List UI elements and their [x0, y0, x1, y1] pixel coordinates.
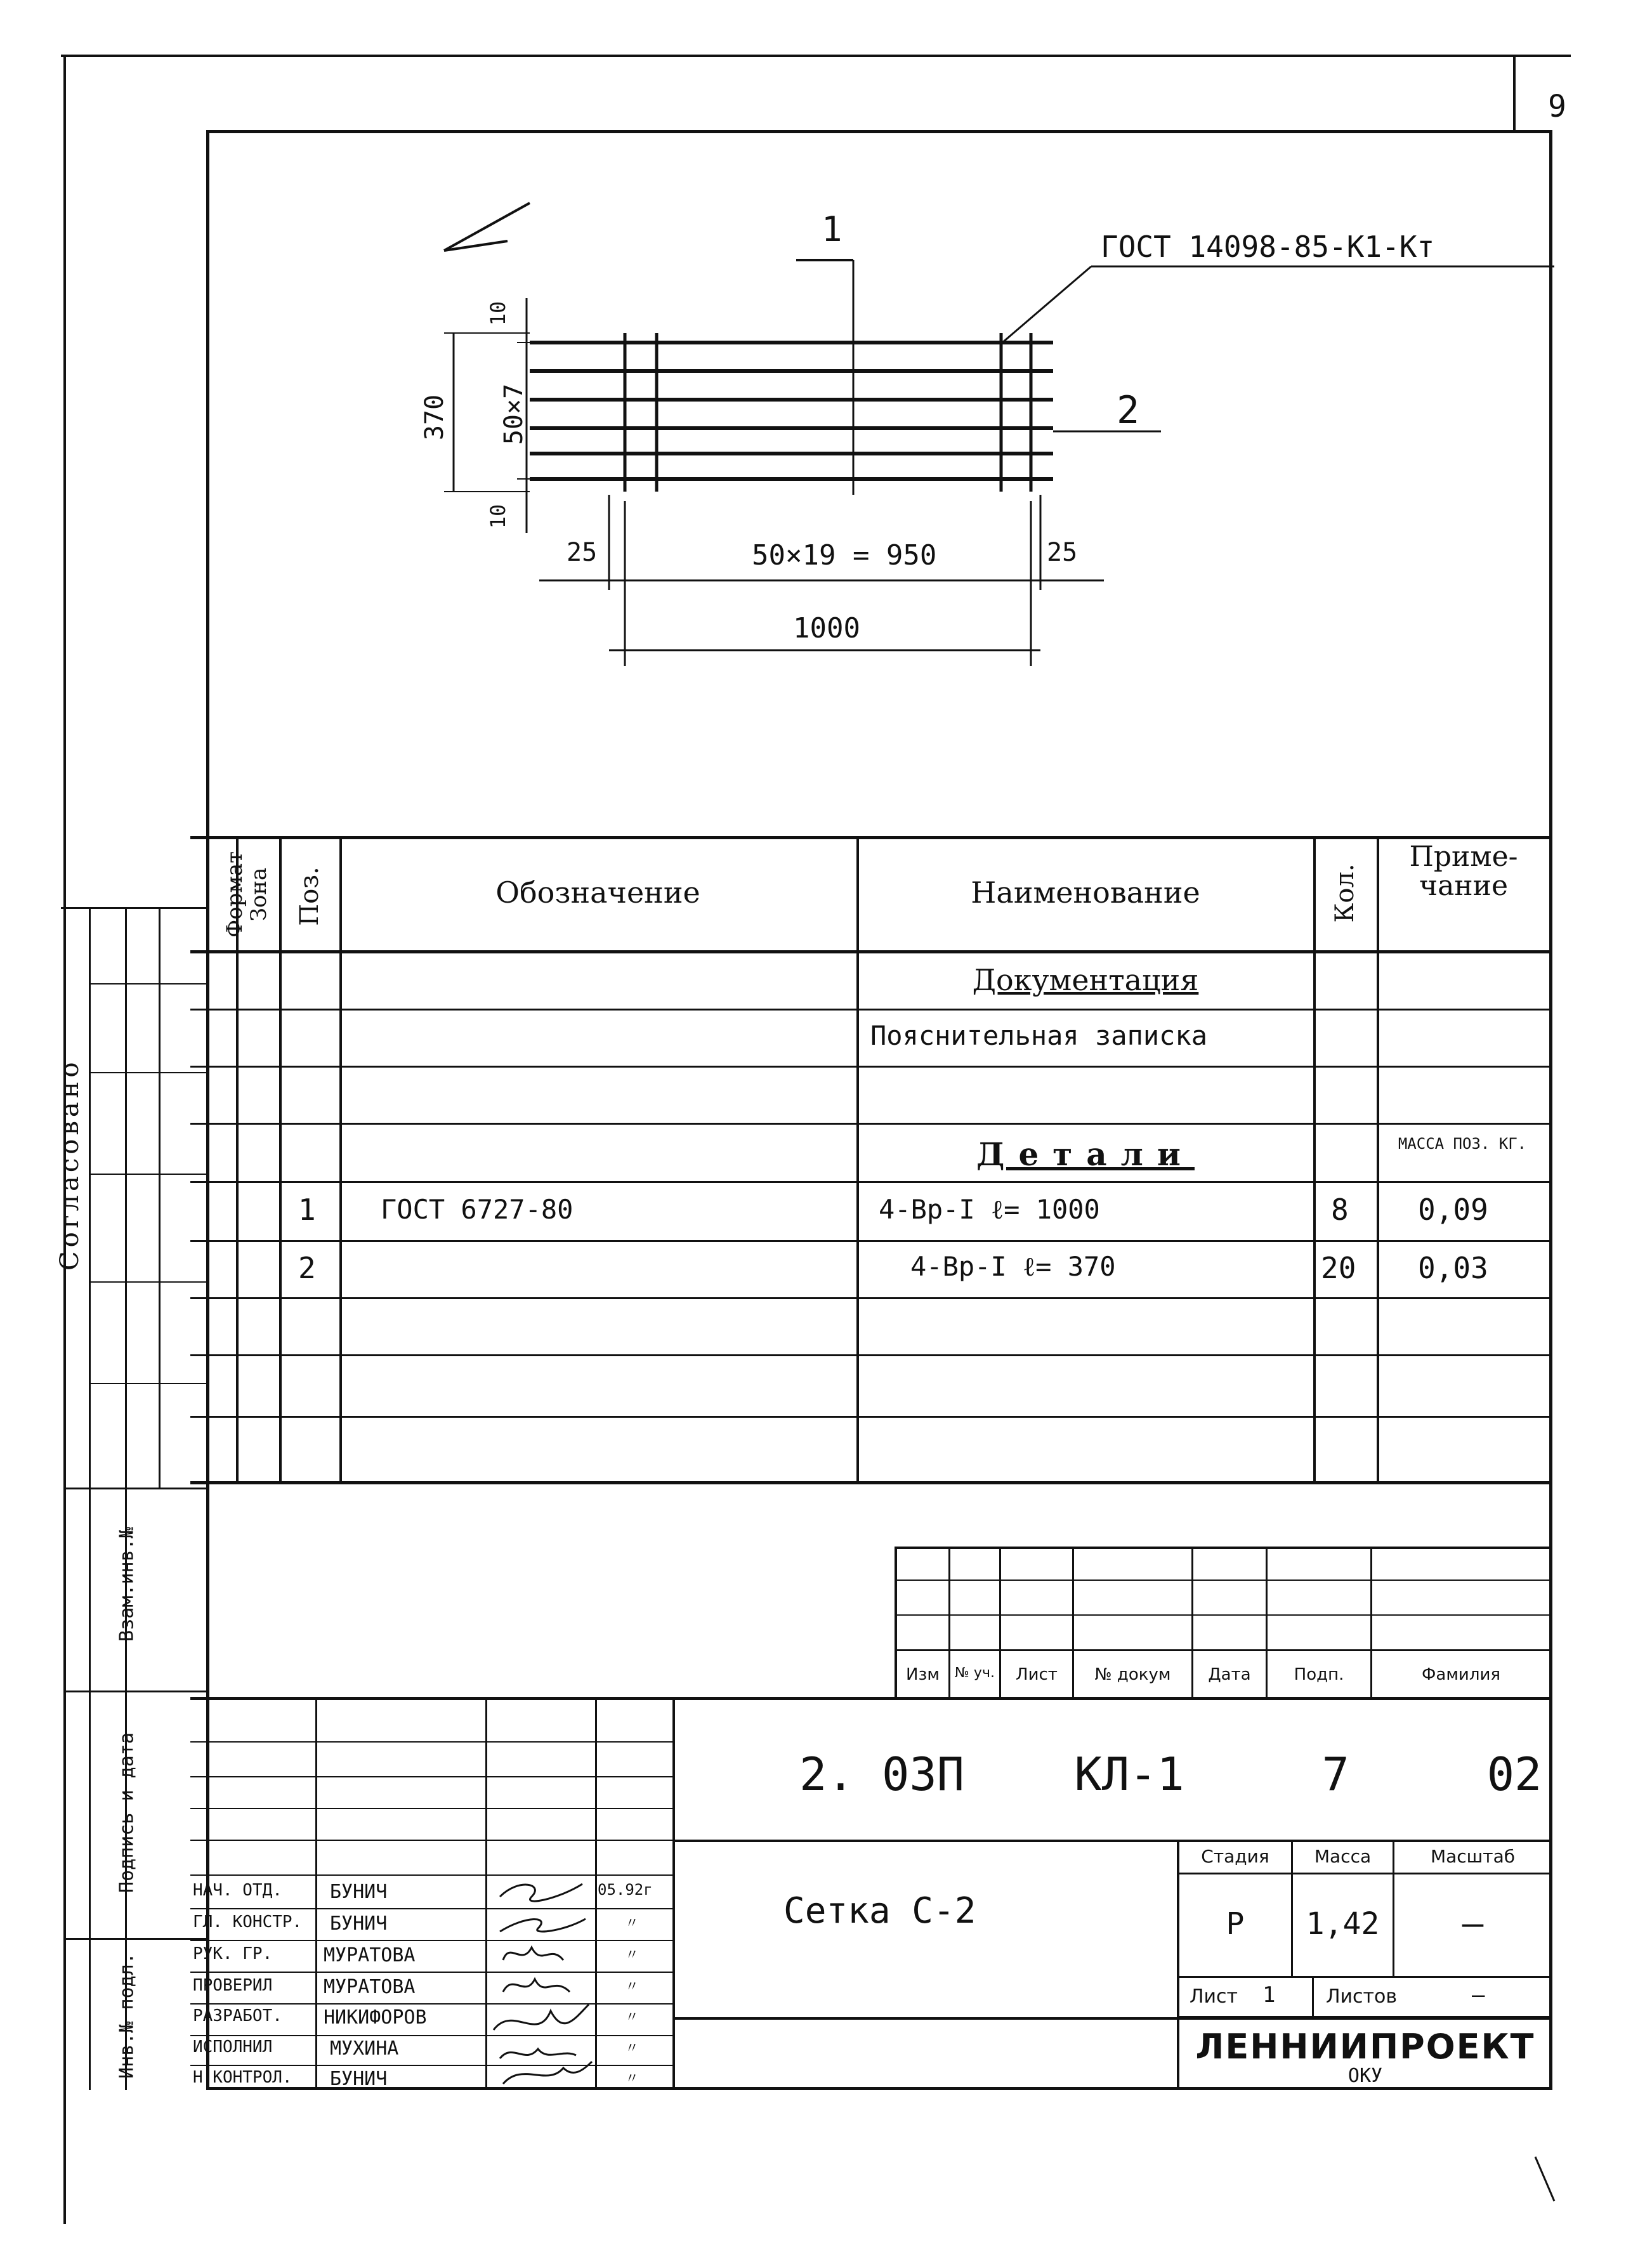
document-code: 2. 03П КЛ-1 7 02 — [799, 1748, 1542, 1801]
staff-role: НАЧ. ОТД. — [193, 1881, 282, 1900]
org-name: ЛЕННИИПРОЕКТ — [1195, 2027, 1535, 2067]
staff-name: МУРАТОВА — [324, 1976, 416, 1998]
gost-reference: ГОСТ 14098-85-К1-Кт — [1101, 230, 1435, 264]
vzam-inv-label: Взам.инв.№ — [115, 1527, 138, 1642]
row2-prim: 0,03 — [1418, 1251, 1488, 1285]
rev-header-data: Дата — [1208, 1665, 1251, 1684]
rev-header-list: Лист — [1016, 1665, 1058, 1684]
staff-name: МУХИНА — [330, 2037, 399, 2060]
staff-role: ИСПОЛНИЛ — [193, 2037, 273, 2057]
sheet-value: 1 — [1262, 1982, 1276, 2008]
header-oboznachenie: Обозначение — [495, 875, 700, 910]
podpis-data-label: Подпись и дата — [115, 1732, 138, 1893]
row1-oboznachenie: ГОСТ 6727-80 — [381, 1194, 574, 1225]
row1-kol: 8 — [1331, 1193, 1349, 1227]
row1-poz: 1 — [298, 1193, 316, 1227]
dim-10-bottom: 10 — [486, 504, 510, 529]
scale-value: — — [1462, 1903, 1484, 1944]
row-explanatory-note: Пояснительная записка — [870, 1020, 1208, 1051]
mass-value: 1,42 — [1306, 1906, 1380, 1942]
staff-date: 〃 — [625, 1979, 639, 1995]
header-zona: Зона — [246, 867, 272, 922]
staff-name: МУРАТОВА — [324, 1944, 416, 1966]
dim-370: 370 — [420, 394, 449, 441]
header-kol: Кол. — [1330, 863, 1360, 923]
sheet-number: 9 — [1548, 89, 1566, 124]
row-documentation-title: Документация — [972, 963, 1199, 997]
staff-name: БУНИЧ — [330, 1881, 388, 1903]
header-format: Формат — [222, 851, 247, 938]
row2-kol: 20 — [1321, 1251, 1356, 1285]
section-callout-1: 1 — [822, 209, 842, 249]
staff-role: ПРОВЕРИЛ — [193, 1976, 273, 1995]
row-details-title: Детали — [976, 1135, 1195, 1173]
staff-role: РУК. ГР. — [193, 1944, 273, 1963]
sheet-label: Лист — [1190, 1985, 1238, 2008]
rev-header-uch: № уч. — [955, 1665, 995, 1681]
staff-date: 〃 — [625, 2010, 639, 2025]
staff-date: 〃 — [625, 2071, 639, 2087]
section-callout-2: 2 — [1117, 388, 1140, 433]
row2-naimenovanie: 4-Вр-I ℓ= 370 — [910, 1251, 1116, 1282]
staff-date: 〃 — [625, 2041, 639, 2057]
dim-25-left: 25 — [567, 538, 598, 567]
staff-date: 〃 — [625, 1947, 639, 1963]
row2-poz: 2 — [298, 1251, 316, 1285]
row-details-mass-note: МАССА ПОЗ. КГ. — [1398, 1135, 1527, 1153]
inv-podl-label: Инв.№ подл. — [115, 1952, 138, 2079]
row1-prim: 0,09 — [1418, 1193, 1488, 1227]
staff-name: БУНИЧ — [330, 2068, 388, 2090]
dim-50x19: 50×19 = 950 — [752, 539, 937, 572]
scale-label: Масштаб — [1430, 1846, 1516, 1867]
mass-label: Масса — [1314, 1846, 1372, 1867]
rev-header-dokum: № докум — [1094, 1665, 1171, 1684]
drawing-name: Сетка С-2 — [783, 1890, 976, 1932]
rev-header-podp: Подп. — [1294, 1665, 1344, 1684]
staff-name: БУНИЧ — [330, 1913, 388, 1935]
staff-date: 05.92г — [598, 1881, 653, 1899]
stage-value: Р — [1226, 1906, 1245, 1942]
staff-role: Н.КОНТРОЛ. — [193, 2068, 292, 2087]
dim-25-right: 25 — [1047, 538, 1078, 567]
header-poz: Поз. — [295, 867, 324, 926]
header-primechanie: Приме- чание — [1409, 840, 1518, 902]
org-subdivision: ОКУ — [1347, 2065, 1383, 2087]
dim-10-top: 10 — [486, 301, 510, 326]
header-naimenovanie: Наименование — [971, 875, 1200, 910]
dim-1000: 1000 — [793, 612, 860, 644]
staff-role: РАЗРАБОТ. — [193, 2006, 282, 2025]
rev-header-familiya: Фамилия — [1422, 1665, 1500, 1684]
sheets-value: — — [1472, 1982, 1485, 2008]
rev-header-izm: Изм — [906, 1665, 940, 1684]
staff-date: 〃 — [625, 1916, 639, 1932]
soglasovano-label: Согласовано — [55, 1058, 84, 1271]
sheets-label: Листов — [1326, 1985, 1398, 2008]
row1-naimenovanie: 4-Вр-I ℓ= 1000 — [879, 1194, 1100, 1225]
stage-label: Стадия — [1201, 1846, 1269, 1867]
staff-role: ГЛ. КОНСТР. — [193, 1913, 303, 1932]
dim-50x7: 50×7 — [499, 383, 528, 445]
staff-name: НИКИФОРОВ — [324, 2006, 427, 2029]
